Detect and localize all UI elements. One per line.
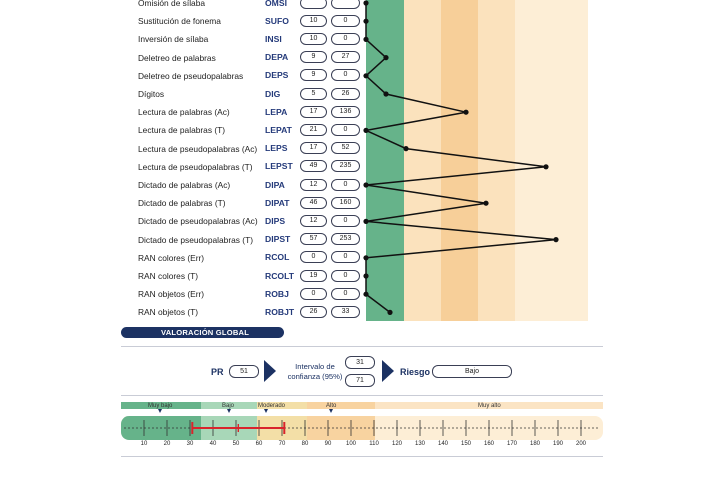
scale-tick-label: 130 — [414, 441, 426, 447]
direct-score: 9 — [300, 69, 327, 81]
subtest-name: Dictado de palabras (Ac) — [138, 180, 231, 190]
scale-tick-label: 170 — [506, 441, 518, 447]
direct-score — [300, 0, 327, 9]
subtest-name: Deletreo de palabras — [138, 52, 216, 63]
subtest-name: Lectura de palabras (T) — [138, 125, 226, 136]
interval-label — [284, 362, 346, 382]
scale-tick-label: 190 — [552, 441, 564, 447]
scale-tick-label: 90 — [324, 441, 332, 447]
profile-point — [483, 201, 488, 206]
percentile-score — [331, 0, 360, 9]
profile-point — [553, 237, 558, 242]
subtest-code: SUFO — [265, 15, 289, 26]
profile-point — [363, 219, 368, 224]
valoracion-global-title: VALORACIÓN GLOBAL — [121, 327, 284, 338]
direct-score: 10 — [300, 15, 327, 27]
profile-point — [363, 73, 368, 78]
subtest-code: DEPS — [265, 70, 289, 81]
subtest-name: Lectura de palabras (Ac) — [138, 107, 230, 118]
scale-tick-label: 120 — [391, 441, 403, 447]
subtest-name: RAN objetos (Err) — [138, 289, 205, 300]
scale-tick-label: 150 — [460, 441, 472, 447]
percentile-score: 33 — [331, 306, 360, 318]
scale-tick-label: 50 — [232, 441, 240, 447]
scale-label-very-low: Muy bajo — [148, 403, 173, 409]
pr-label: PR — [211, 367, 224, 377]
direct-score: 12 — [300, 215, 327, 227]
profile-point — [363, 182, 368, 187]
percentile-score: 0 — [331, 33, 360, 45]
direct-score: 10 — [300, 33, 327, 45]
subtest-name: RAN colores (Err) — [138, 252, 205, 263]
divider-top — [121, 346, 603, 347]
profile-point — [363, 0, 368, 5]
riesgo-value: Bajo — [432, 365, 512, 378]
direct-score: 21 — [300, 124, 327, 136]
arrow-right-icon — [264, 360, 276, 382]
percentile-score: 253 — [331, 233, 360, 245]
subtest-name: Lectura de pseudopalabras (T) — [138, 161, 253, 172]
subtest-code: DIPAT — [265, 197, 290, 208]
scale-tick-label: 180 — [529, 441, 541, 447]
divider-bottom — [121, 456, 603, 457]
subtest-code: RCOL — [265, 252, 290, 263]
scale-tick-label: 10 — [140, 441, 148, 447]
percentile-score: 0 — [331, 270, 360, 282]
subtest-code: LEPS — [265, 143, 288, 154]
profile-point — [403, 146, 408, 151]
subtest-name: Dictado de pseudopalabras (Ac) — [138, 216, 258, 227]
direct-score: 12 — [300, 179, 327, 191]
subtest-name: Inversión de sílaba — [138, 34, 209, 45]
subtest-name: Lectura de pseudopalabras (Ac) — [138, 143, 258, 154]
percentile-score: 160 — [331, 197, 360, 209]
arrow-right-icon — [382, 360, 394, 382]
direct-score: 5 — [300, 88, 327, 100]
subtest-code: LEPA — [265, 106, 288, 117]
percentile-score: 52 — [331, 142, 360, 154]
subtest-code: DIPST — [265, 234, 291, 245]
direct-score: 9 — [300, 51, 327, 63]
scale-tick-label: 40 — [209, 441, 217, 447]
subtest-name: Dictado de pseudopalabras (T) — [138, 234, 253, 245]
direct-score: 17 — [300, 106, 327, 118]
subtest-code: DIPA — [265, 179, 285, 190]
scale-label-moderate: Moderado — [258, 403, 286, 409]
percentile-score: 26 — [331, 88, 360, 100]
percentile-score: 0 — [331, 15, 360, 27]
percentile-score: 0 — [331, 215, 360, 227]
subtest-name: RAN colores (T) — [138, 271, 199, 281]
pr-value: 51 — [229, 365, 259, 378]
scale-tick-label: 60 — [255, 441, 263, 447]
direct-score: 17 — [300, 142, 327, 154]
direct-score: 0 — [300, 251, 327, 263]
direct-score: 57 — [300, 233, 327, 245]
direct-score: 49 — [300, 160, 327, 172]
subtest-name: Dígitos — [138, 89, 165, 99]
direct-score: 0 — [300, 288, 327, 300]
subtest-code: INSI — [265, 33, 282, 44]
interval-label-line2: confianza (95%) — [287, 372, 343, 381]
scale-tick-label: 140 — [437, 441, 449, 447]
interval-high: 31 — [345, 356, 375, 369]
subtest-name: RAN objetos (T) — [138, 307, 199, 318]
scale-tick-label: 20 — [163, 441, 171, 447]
percentile-score: 0 — [331, 251, 360, 263]
scale-label-low: Bajo — [222, 403, 235, 409]
profile-point — [383, 55, 388, 60]
subtest-name: Sustitución de fonema — [138, 16, 221, 27]
percentile-score: 0 — [331, 179, 360, 191]
profile-point — [363, 292, 368, 297]
subtest-name: Omisión de sílaba — [138, 0, 206, 8]
direct-score: 46 — [300, 197, 327, 209]
scale-tick-label: 30 — [186, 441, 194, 447]
subtest-code: DEPA — [265, 52, 289, 63]
profile-point — [363, 19, 368, 24]
riesgo-label: Riesgo — [400, 367, 431, 377]
subtest-code: ROBJT — [265, 306, 295, 317]
profile-point — [543, 164, 548, 169]
direct-score: 26 — [300, 306, 327, 318]
percentile-score: 0 — [331, 124, 360, 136]
scale-label-very-high: Muy alto — [478, 403, 501, 409]
subtest-code: OMSI — [265, 0, 287, 8]
subtest-name: Dictado de palabras (T) — [138, 198, 226, 209]
percentile-score: 136 — [331, 106, 360, 118]
subtest-code: LEPST — [265, 161, 293, 172]
subtest-code: RCOLT — [265, 270, 294, 281]
scale-tick-label: 70 — [278, 441, 286, 447]
interval-low: 71 — [345, 374, 375, 387]
profile-point — [363, 37, 368, 42]
subtest-name: Deletreo de pseudopalabras — [138, 70, 244, 81]
interval-label-line1: Intervalo de — [295, 362, 335, 371]
percentile-scale-overlay — [0, 412, 724, 444]
scale-tick-label: 110 — [369, 441, 379, 447]
profile-point — [363, 255, 368, 260]
profile-point — [383, 91, 388, 96]
profile-point — [463, 110, 468, 115]
divider-middle — [121, 395, 603, 396]
subtest-code: DIG — [265, 88, 281, 99]
subtest-code: ROBJ — [265, 288, 289, 299]
scale-tick-label: 160 — [483, 441, 495, 447]
direct-score: 19 — [300, 270, 327, 282]
percentile-score: 0 — [331, 288, 360, 300]
percentile-score: 235 — [331, 160, 360, 172]
scale-tick-label: 80 — [301, 441, 309, 447]
subtest-code: LEPAT — [265, 124, 292, 135]
profile-point — [363, 273, 368, 278]
profile-point — [387, 310, 392, 315]
percentile-score: 27 — [331, 51, 360, 63]
subtest-code: DIPS — [265, 215, 286, 226]
scale-tick-label: 100 — [345, 441, 357, 447]
profile-point — [363, 128, 368, 133]
scale-tick-label: 200 — [575, 441, 587, 447]
scale-label-high: Alto — [326, 403, 337, 409]
percentile-score: 0 — [331, 69, 360, 81]
